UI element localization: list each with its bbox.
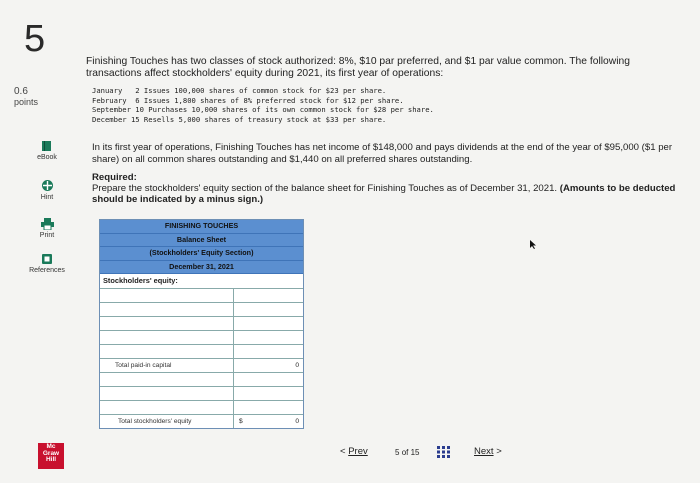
chevron-right-icon: > xyxy=(496,446,502,457)
points xyxy=(14,86,38,108)
transaction-row: September 10 Purchases 10,000 shares of its own common stock for $28 per share. xyxy=(92,105,434,115)
amount-input[interactable] xyxy=(233,345,303,358)
transaction-row: December 15 Resells 5,000 shares of treasury stock at $33 per share. xyxy=(92,114,387,124)
amount-input[interactable] xyxy=(233,303,303,316)
amount-input[interactable] xyxy=(233,289,303,302)
print-label: Print xyxy=(39,232,55,239)
hint-button[interactable] xyxy=(22,179,72,201)
account-input[interactable] xyxy=(100,317,234,330)
account-input[interactable] xyxy=(100,401,234,414)
table-row xyxy=(100,345,303,359)
statement-title: Balance Sheet xyxy=(100,234,303,248)
total-equity-row xyxy=(100,415,303,428)
amount-input[interactable] xyxy=(233,387,303,400)
table-row xyxy=(100,373,303,387)
account-input[interactable] xyxy=(100,331,234,344)
ebook-button[interactable] xyxy=(22,140,72,161)
equity-label: Stockholders' equity: xyxy=(103,276,178,285)
table-row xyxy=(100,289,303,303)
print-icon xyxy=(41,218,54,230)
total-equity-value: 0 xyxy=(295,418,299,425)
mcgraw-hill-logo: Mc Graw Hill xyxy=(38,443,64,469)
print-button[interactable] xyxy=(22,218,72,239)
statement-date: December 31, 2021 xyxy=(100,261,303,275)
account-input[interactable] xyxy=(100,373,234,386)
next-label: Next xyxy=(474,446,494,457)
references-icon xyxy=(41,253,53,265)
total-paid-in-row xyxy=(100,359,303,373)
mouse-cursor-icon xyxy=(529,239,537,249)
account-input[interactable] xyxy=(100,345,234,358)
table-row xyxy=(100,274,303,289)
required-block xyxy=(92,172,692,205)
amount-input[interactable] xyxy=(233,401,303,414)
company-name: FINISHING TOUCHES xyxy=(100,220,303,234)
currency-symbol: $ xyxy=(239,418,243,425)
problem-intro: Finishing Touches has two classes of stock authorized: 8%, $10 par preferred, and $1 par value common. The following transactions affect stockholders' equity during 2021, its first year of operations: xyxy=(86,56,630,79)
table-row xyxy=(100,303,303,317)
amount-input[interactable] xyxy=(233,317,303,330)
account-input[interactable] xyxy=(100,289,234,302)
table-row xyxy=(100,387,303,401)
account-input[interactable] xyxy=(100,303,234,316)
prev-button[interactable] xyxy=(340,446,368,457)
transaction-list xyxy=(92,86,434,124)
statement-section: (Stockholders' Equity Section) xyxy=(100,247,303,261)
table-row xyxy=(100,331,303,345)
chevron-left-icon: < xyxy=(340,446,346,457)
amount-input[interactable] xyxy=(233,373,303,386)
balance-sheet-table xyxy=(99,219,304,429)
ebook-label: eBook xyxy=(37,154,57,161)
total-paid-in-label: Total paid-in capital xyxy=(115,362,172,369)
prev-label: Prev xyxy=(348,446,368,457)
hint-label: Hint xyxy=(40,194,54,201)
next-button[interactable] xyxy=(474,446,502,457)
required-text: Prepare the stockholders' equity section of the balance sheet for Finishing Touches as of December 31, 2021. xyxy=(92,183,560,194)
grid-icon[interactable] xyxy=(437,446,450,458)
account-input[interactable] xyxy=(100,387,234,400)
transaction-row: February 6 Issues 1,800 shares of 8% preferred stock for $12 per share. xyxy=(92,95,404,105)
points-value: 0.6 xyxy=(14,86,28,97)
table-row xyxy=(100,317,303,331)
table-row xyxy=(100,401,303,415)
book-icon xyxy=(41,140,53,152)
income-dividends-text: In its first year of operations, Finishing Touches has net income of $148,000 and pays dividends at the end of the year of $95,000 ($1 per share) on all common shares outstanding and $1,440 on all preferred shares outstanding. xyxy=(92,142,673,165)
required-label: Required: xyxy=(92,172,137,183)
total-paid-in-value: 0 xyxy=(295,362,299,369)
references-button[interactable] xyxy=(22,253,72,274)
total-equity-label: Total stockholders' equity xyxy=(118,418,192,425)
hint-icon xyxy=(41,179,54,192)
transaction-row: January 2 Issues 100,000 shares of common stock for $23 per share. xyxy=(92,86,387,95)
balance-sheet-header xyxy=(100,220,303,274)
question-number: 5 xyxy=(24,18,46,60)
page-indicator: 5 of 15 xyxy=(395,448,420,457)
references-label: References xyxy=(29,267,65,274)
amount-input[interactable] xyxy=(233,331,303,344)
required-note: (Amounts to be deducted should be indicated by a minus sign.) xyxy=(92,183,676,205)
points-label: points xyxy=(14,97,39,107)
